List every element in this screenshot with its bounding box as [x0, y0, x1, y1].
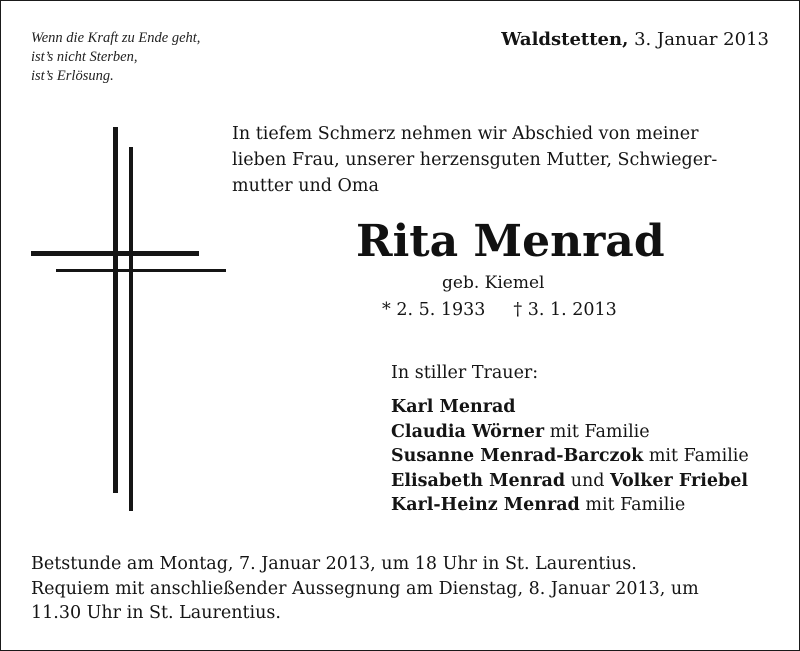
- motto-line: Wenn die Kraft zu Ende geht,: [31, 30, 201, 46]
- mourner-name: Claudia Wörner: [391, 421, 545, 442]
- farewell-line: mutter und Oma: [232, 176, 379, 196]
- farewell-line: lieben Frau, unserer herzensguten Mutter, Schwieger-: [232, 150, 718, 170]
- life-dates: [382, 300, 617, 320]
- notice-date: 3. Januar 2013: [634, 29, 769, 50]
- service-line: 11.30 Uhr in St. Laurentius.: [31, 603, 281, 623]
- mourner-entry: [391, 493, 749, 518]
- mourner-name: Susanne Menrad-Barczok: [391, 446, 644, 466]
- mourner-name: Karl Menrad: [391, 397, 516, 417]
- mourner-entry: [391, 444, 749, 469]
- mourner-suffix: mit Familie: [544, 421, 650, 442]
- mourners-heading: In stiller Trauer:: [391, 363, 539, 383]
- mourner-entry: [391, 420, 749, 445]
- mourner-connector: und: [565, 470, 610, 491]
- cross-vertical-bar-left: [113, 127, 118, 493]
- maiden-name: geb. Kiemel: [442, 273, 545, 293]
- mourner-name: Karl-Heinz Menrad: [391, 495, 580, 515]
- motto-line: ist’s nicht Sterben,: [31, 49, 138, 65]
- deceased-name: Rita Menrad: [356, 216, 665, 267]
- service-line: Requiem mit anschließender Aussegnung am Dienstag, 8. Januar 2013, um: [31, 578, 699, 599]
- mourner-suffix: mit Familie: [579, 495, 686, 515]
- farewell-text: [232, 121, 777, 199]
- death-date: † 3. 1. 2013: [513, 300, 617, 320]
- place-date: [501, 29, 769, 50]
- mourner-name-partner: Volker Friebel: [610, 470, 749, 491]
- service-information: [31, 552, 699, 626]
- mourner-name: Elisabeth Menrad: [391, 470, 566, 491]
- mourner-entry: [391, 469, 749, 494]
- motto-line: ist’s Erlösung.: [31, 68, 114, 84]
- mourner-suffix: mit Familie: [643, 446, 749, 466]
- cross-horizontal-bar-lower: [56, 269, 226, 272]
- service-line: Betstunde am Montag, 7. Januar 2013, um 18 Uhr in St. Laurentius.: [31, 554, 637, 574]
- cross-vertical-bar-right: [129, 147, 133, 511]
- farewell-line: In tiefem Schmerz nehmen wir Abschied von meiner: [232, 124, 699, 144]
- mourners-list: [391, 395, 749, 518]
- cross-horizontal-bar-upper: [31, 251, 199, 256]
- mourner-entry: [391, 395, 749, 420]
- cross-icon: [1, 1, 241, 531]
- place-name: Waldstetten,: [501, 29, 629, 50]
- birth-date: * 2. 5. 1933: [382, 300, 486, 320]
